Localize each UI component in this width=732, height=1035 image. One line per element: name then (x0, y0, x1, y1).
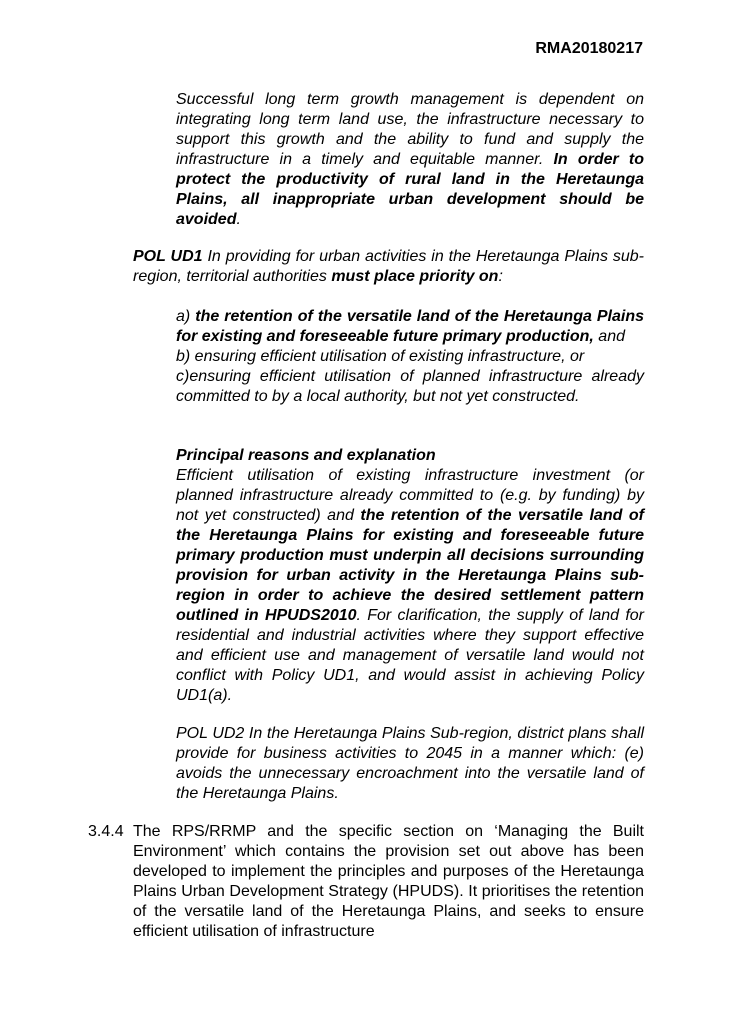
principal-reasons-heading: Principal reasons and explanation (176, 447, 436, 464)
quote-intro-text: Successful long term growth management is dependent on integrating long term land use, the infrastructure necessary to support this growth and the ability to fund and supply the infrastructure in a timely and equitable manner. (176, 91, 644, 168)
paragraph-number: 3.4.4 (88, 823, 124, 840)
reasons-bold: the retention of the versatile land of the Heretaunga Plains for existing and foreseeable future primary production must underpin all decisions surrounding provision for urban activity in the Heretaunga Plains sub-region in order to achieve the desired settlement pattern outlined in HPUDS2010 (176, 507, 644, 624)
policy-ud1-end: : (498, 268, 503, 285)
list-item-a-prefix: a) (176, 308, 196, 325)
paragraph-text: The RPS/RRMP and the specific section on ‘Managing the Built Environment’ which contains the provision set out above has been developed to implement the principles and purposes of the Heretaunga Plains Urban Development Strategy (HPUDS). It prioritises the retention of the versatile land of the Heretaunga Plains, and seeks to ensure efficient utilisation of infrastructure (133, 823, 644, 940)
policy-ud1-label: POL UD1 (133, 248, 203, 265)
policy-ud1-list (176, 307, 644, 407)
list-item-b: b) ensuring efficient utilisation of existing infrastructure, or (176, 348, 585, 365)
list-item-c: c)ensuring efficient utilisation of planned infrastructure already committed to by a local authority, but not yet constructed. (176, 368, 644, 405)
list-item-a (176, 307, 644, 347)
list-item-a-bold: the retention of the versatile land of the Heretaunga Plains for existing and foreseeable future primary production, (176, 308, 645, 345)
principal-reasons-body (176, 466, 644, 706)
list-item-a-end: and (593, 328, 625, 345)
reasons-text-2: . For clarification, the supply of land for residential and industrial activities where they support effective and efficient use and management of versatile land would not conflict with Policy UD1, and would assist in achieving Policy UD1(a). (176, 607, 645, 704)
paragraph-3-4-4 (88, 822, 644, 942)
policy-ud2: POL UD2 In the Heretaunga Plains Sub-region, district plans shall provide for business activities to 2045 in a manner which: (e) avoids the unnecessary encroachment into the versatile land of the Heretaunga Plains. (176, 725, 644, 802)
policy-ud1-bold: must place priority on (331, 268, 499, 285)
quote-intro-end: . (236, 211, 241, 228)
policy-ud1-text: In providing for urban activities in the Heretaunga Plains sub-region, territorial authorities (133, 248, 645, 285)
document-reference: RMA20180217 (535, 40, 643, 57)
principal-reasons (176, 446, 644, 706)
quote-intro (176, 90, 644, 230)
quote-intro-bold: In order to protect the productivity of rural land in the Heretaunga Plains, all inappropriate urban development should be avoided (176, 151, 645, 228)
reasons-text-1: Efficient utilisation of existing infrastructure investment (or planned infrastructure already committed to (e.g. by funding) by not yet constructed) and (176, 467, 644, 524)
policy-ud1 (133, 247, 644, 287)
